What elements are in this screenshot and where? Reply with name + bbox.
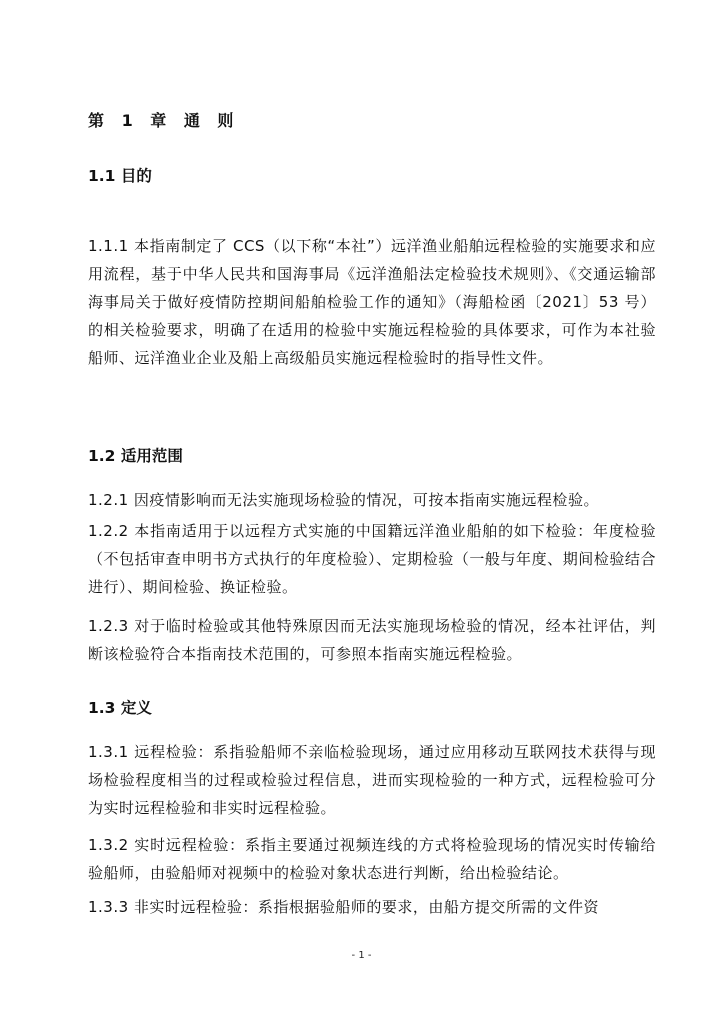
section-title-1-2: 1.2 适用范围	[88, 447, 183, 465]
section-title-1-1: 1.1 目的	[88, 167, 152, 185]
paragraph-1-2-1: 1.2.1 因疫情影响而无法实施现场检验的情况，可按本指南实施远程检验。	[88, 491, 599, 509]
paragraph-1-3-2: 1.3.2 实时远程检验：系指主要通过视频连线的方式将检验现场的情况实时传输给验船师，由验船师对视频中的检验对象状态进行判断，给出检验结论。	[88, 836, 656, 882]
chapter-title: 第 1 章 通 则	[88, 111, 240, 130]
paragraph-1-2-2: 1.2.2 本指南适用于以远程方式实施的中国籍远洋渔业船舶的如下检验：年度检验（不包括审查申明书方式执行的年度检验）、定期检验（一般与年度、期间检验结合进行）、期间检验、换证检验。	[88, 522, 656, 596]
section-title-1-3: 1.3 定义	[88, 699, 152, 717]
paragraph-1-1-1: 1.1.1 本指南制定了 CCS（以下称“本社”）远洋渔业船舶远程检验的实施要求和应用流程，基于中华人民共和国海事局《远洋渔船法定检验技术规则》、《交通运输部海事局关于做好疫情防控期间船舶检验工作的通知》（海船检函〔2021〕53 号）的相关检验要求，明确了在适用的检验中实施远程检验的具体要求，可作为本社验船师、远洋渔业企业及船上高级船员实施远程检验时的指导性文件。	[88, 237, 656, 367]
paragraph-1-3-1: 1.3.1 远程检验：系指验船师不亲临检验现场，通过应用移动互联网技术获得与现场检验程度相当的过程或检验过程信息，进而实现检验的一种方式，远程检验可分为实时远程检验和非实时远程检验。	[88, 743, 656, 817]
page-number: - 1 -	[351, 950, 372, 961]
paragraph-1-3-3: 1.3.3 非实时远程检验：系指根据验船师的要求，由船方提交所需的文件资	[88, 898, 599, 916]
paragraph-1-2-3: 1.2.3 对于临时检验或其他特殊原因而无法实施现场检验的情况，经本社评估，判断该检验符合本指南技术范围的，可参照本指南实施远程检验。	[88, 617, 656, 663]
